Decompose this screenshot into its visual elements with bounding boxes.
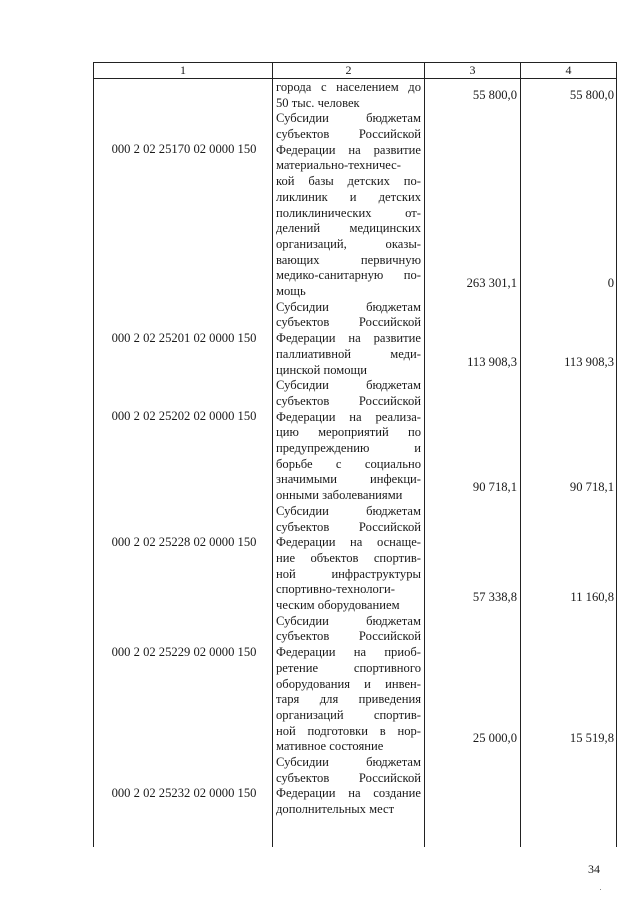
description-line: значимыми инфекци- [276,472,421,487]
description-line: Субсидии бюджетам [276,111,421,126]
description-line: вающих первичную [276,252,421,267]
description-line: Федерации на оснаще- [276,535,421,550]
description-line: Федерации на приоб- [276,645,421,660]
description-line: борьбе с социально [276,456,421,471]
row-description [276,111,421,299]
description-line: таря для приведения [276,692,421,707]
description-line: ние объектов спортив- [276,550,421,565]
row-description [276,504,421,614]
description-line: Федерации на развитие [276,142,421,157]
description-line: онными заболеваниями [276,488,403,503]
description-line: Субсидии бюджетам [276,378,421,393]
description-line: предупреждению и [276,441,421,456]
budget-code: 000 2 02 25170 02 0000 150 [111,142,257,157]
header-col-2: 2 [345,63,352,77]
row-description [276,755,421,818]
description-line: делений медицинских [276,221,421,236]
budget-code: 000 2 02 25201 02 0000 150 [111,330,257,345]
description-line: ческим оборудованием [276,598,400,613]
description-line: субъектов Российской [276,393,421,408]
description-line: кой базы детских по- [276,174,421,189]
description-line: дополнительных мест [276,802,395,817]
description-line: Федерации на создание [276,786,421,801]
description-line: ликлиник и детских [276,189,421,204]
table-left-border [93,62,94,847]
description-line: материально-техничес- [276,158,401,173]
description-line: Субсидии бюджетам [276,613,421,628]
amount-col-3: 263 301,1 [466,276,517,291]
description-line: цию мероприятий по [276,425,421,440]
row-description [276,378,421,504]
description-line: субъектов Российской [276,315,421,330]
description-line: Субсидии бюджетам [276,299,421,314]
column-divider-1 [272,62,273,847]
description-line: спортивно-технологи- [276,582,395,597]
row-description [276,80,421,111]
description-line: оборудования и инвен- [276,676,421,691]
amount-col-4: 90 718,1 [569,480,614,495]
budget-code: 000 2 02 25202 02 0000 150 [111,409,257,424]
description-line: поликлинических от- [276,205,421,220]
header-col-4: 4 [565,63,572,77]
amount-col-3: 25 000,0 [472,731,517,746]
description-line: 50 тыс. человек [276,95,360,110]
description-line: субъектов Российской [276,629,421,644]
row-description [276,614,421,755]
table-right-border [616,62,617,847]
description-line: цинской помощи [276,362,367,377]
column-divider-2 [424,62,425,847]
description-line: паллиативной меди- [276,346,421,361]
amount-col-4: 113 908,3 [564,354,614,369]
description-line: ной подготовки в нор- [276,723,421,738]
amount-col-3: 55 800,0 [472,87,517,102]
description-line: мативное состояние [276,739,384,754]
page-number: 34 [588,862,600,876]
header-col-3: 3 [469,63,476,77]
description-line: Субсидии бюджетам [276,503,421,518]
amount-col-4: 15 519,8 [569,731,614,746]
description-line: ретение спортивного [276,660,421,675]
description-line: организаций спортив- [276,707,421,722]
description-line: Федерации на развитие [276,331,421,346]
description-line: города с населением до [276,80,421,94]
description-line: субъектов Российской [276,519,421,534]
description-line: Федерации на реализа- [276,409,421,424]
amount-col-4: 11 160,8 [570,590,614,605]
header-bottom-border [93,78,616,79]
amount-col-3: 113 908,3 [467,354,517,369]
amount-col-4: 55 800,0 [569,87,614,102]
scan-speck [600,889,601,890]
description-line: организаций, оказы- [276,236,421,251]
description-line: субъектов Российской [276,770,421,785]
budget-code: 000 2 02 25228 02 0000 150 [111,534,257,549]
amount-col-3: 90 718,1 [472,480,517,495]
description-line: субъектов Российской [276,127,421,142]
description-line: ной инфраструктуры [276,566,421,581]
column-divider-3 [520,62,521,847]
budget-code: 000 2 02 25232 02 0000 150 [111,786,257,801]
row-description [276,300,421,378]
description-line: медико-санитарную по- [276,268,421,283]
header-col-1: 1 [180,63,186,77]
description-line: мощь [276,283,306,298]
amount-col-3: 57 338,8 [472,590,517,605]
budget-code: 000 2 02 25229 02 0000 150 [111,644,257,659]
amount-col-4: 0 [607,276,614,291]
description-line: Субсидии бюджетам [276,755,421,770]
